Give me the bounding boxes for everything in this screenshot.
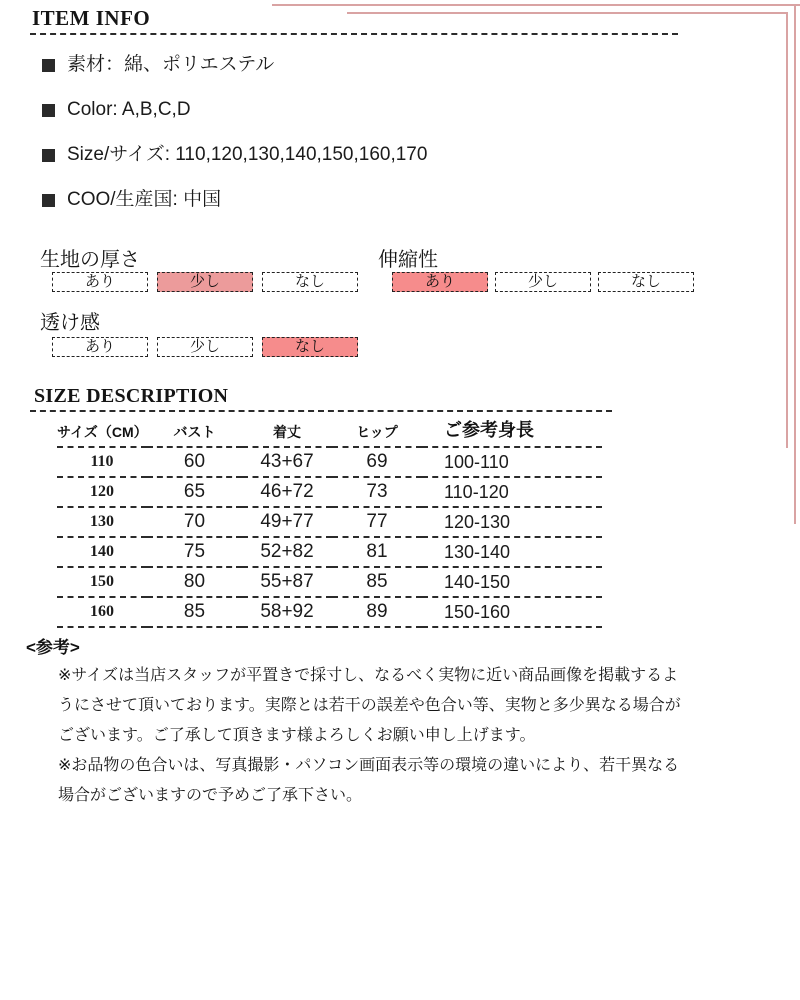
spec-text: 素材：綿、ポリエステル — [67, 54, 275, 75]
attribute-option-nashi: なし — [262, 272, 358, 292]
cell-ref-height: 100-110 — [422, 447, 602, 477]
cell-length: 46+72 — [242, 477, 332, 507]
reference-notes-title: <参考> — [26, 638, 80, 657]
attribute-options-stretch — [392, 272, 694, 292]
attribute-option-nashi: なし — [598, 272, 694, 292]
cell-ref-height: 120-130 — [422, 507, 602, 537]
spec-item-coo — [42, 189, 427, 211]
spec-list — [42, 54, 427, 234]
spec-item-color — [42, 99, 427, 121]
column-header-size: サイズ（CM） — [57, 416, 147, 447]
size-description-title: SIZE DESCRIPTION — [34, 385, 229, 407]
column-header-length: 着丈 — [242, 416, 332, 447]
square-bullet-icon — [42, 194, 55, 207]
frame-line-right-outer — [794, 4, 796, 524]
cell-ref-height: 140-150 — [422, 567, 602, 597]
cell-bust: 75 — [147, 537, 242, 567]
spec-item-size — [42, 144, 427, 166]
table-row — [57, 477, 602, 507]
cell-hip: 73 — [332, 477, 422, 507]
table-row — [57, 537, 602, 567]
attribute-option-ari: あり — [52, 337, 148, 357]
attribute-option-nashi-selected: なし — [262, 337, 358, 357]
cell-size: 120 — [57, 477, 147, 507]
column-header-ref-height: ご参考身長 — [422, 416, 602, 447]
cell-bust: 65 — [147, 477, 242, 507]
square-bullet-icon — [42, 104, 55, 117]
cell-length: 55+87 — [242, 567, 332, 597]
cell-bust: 85 — [147, 597, 242, 627]
attribute-option-sukoshi: 少し — [495, 272, 591, 292]
cell-ref-height: 130-140 — [422, 537, 602, 567]
note-color-disclaimer: ※お品物の色合いは、写真撮影・パソコン画面表示等の環境の違いにより、若干異なる場合がございますので予めご了承下さい。 — [58, 757, 680, 804]
column-header-hip: ヒップ — [332, 416, 422, 447]
frame-line-top-outer — [272, 4, 800, 6]
attribute-label-thickness: 生地の厚さ — [40, 249, 140, 271]
size-table — [57, 416, 602, 628]
cell-ref-height: 150-160 — [422, 597, 602, 627]
spec-text: Color: A,B,C,D — [67, 99, 191, 120]
attribute-option-ari: あり — [52, 272, 148, 292]
cell-hip: 85 — [332, 567, 422, 597]
cell-length: 52+82 — [242, 537, 332, 567]
attribute-option-ari-selected: あり — [392, 272, 488, 292]
cell-length: 58+92 — [242, 597, 332, 627]
item-info-title: ITEM INFO — [32, 6, 151, 30]
frame-line-right-inner — [786, 12, 788, 448]
attribute-label-sheer: 透け感 — [40, 312, 100, 334]
cell-length: 43+67 — [242, 447, 332, 477]
cell-bust: 80 — [147, 567, 242, 597]
attribute-option-sukoshi: 少し — [157, 337, 253, 357]
spec-text: Size/サイズ: 110,120,130,140,150,160,170 — [67, 144, 428, 165]
note-sizing-disclaimer: ※サイズは当店スタッフが平置きで採寸し、なるべく実物に近い商品画像を掲載するようにさせて頂いております。実際とは若干の誤差や色合い等、実物と多少異なる場合がございます。ご了承して頂きます様よろしくお願い申し上げます。 — [58, 667, 681, 744]
cell-size: 130 — [57, 507, 147, 537]
attribute-options-thickness — [52, 272, 358, 292]
cell-length: 49+77 — [242, 507, 332, 537]
column-header-bust: バスト — [147, 416, 242, 447]
table-row — [57, 507, 602, 537]
spec-item-material — [42, 54, 427, 76]
cell-size: 160 — [57, 597, 147, 627]
table-row — [57, 447, 602, 477]
cell-size: 150 — [57, 567, 147, 597]
size-description-divider — [30, 410, 612, 412]
table-row — [57, 597, 602, 627]
table-row — [57, 567, 602, 597]
cell-bust: 70 — [147, 507, 242, 537]
cell-bust: 60 — [147, 447, 242, 477]
frame-line-top-inner — [347, 12, 788, 14]
cell-size: 110 — [57, 447, 147, 477]
item-info-divider — [30, 33, 678, 35]
attribute-label-stretch: 伸縮性 — [378, 249, 438, 271]
cell-hip: 89 — [332, 597, 422, 627]
cell-size: 140 — [57, 537, 147, 567]
cell-hip: 77 — [332, 507, 422, 537]
cell-ref-height: 110-120 — [422, 477, 602, 507]
cell-hip: 81 — [332, 537, 422, 567]
attribute-option-sukoshi-selected: 少し — [157, 272, 253, 292]
attribute-options-sheer — [52, 337, 358, 357]
square-bullet-icon — [42, 149, 55, 162]
size-table-header-row — [57, 416, 602, 447]
square-bullet-icon — [42, 59, 55, 72]
spec-text: COO/生産国: 中国 — [67, 189, 222, 210]
cell-hip: 69 — [332, 447, 422, 477]
